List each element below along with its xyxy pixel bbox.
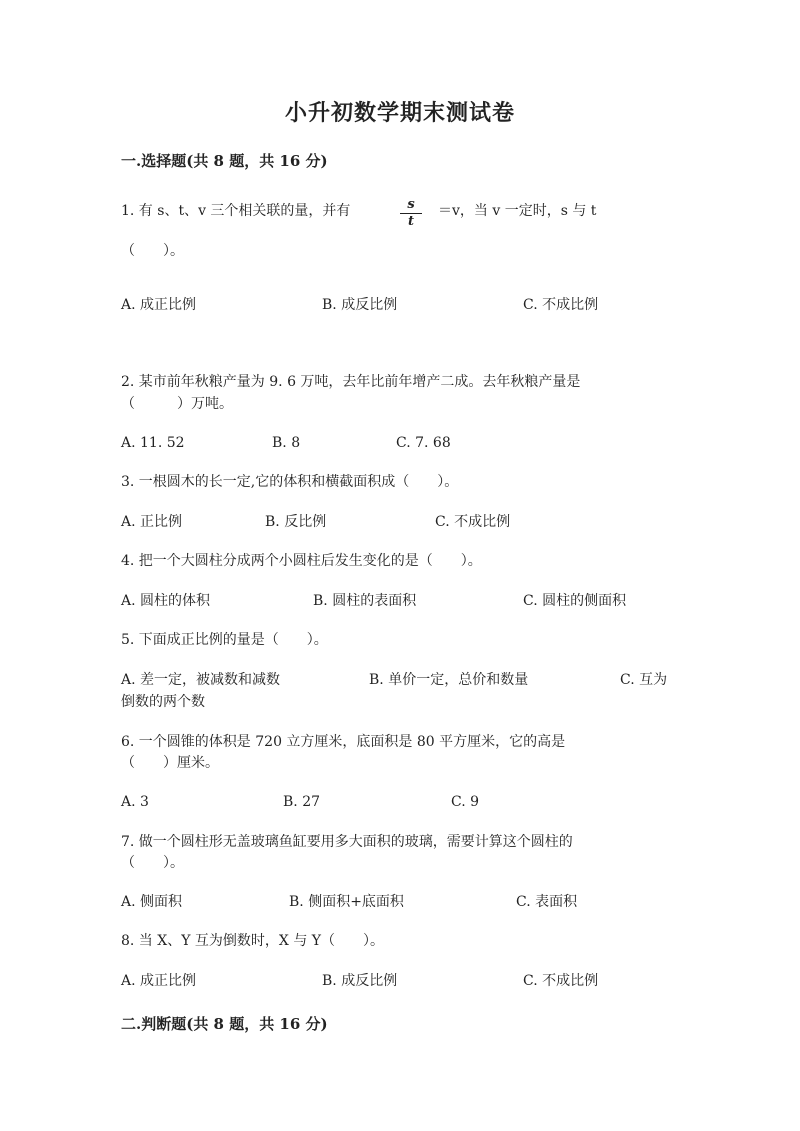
section-heading-judgment: 二.判断题(共 8 题，共 16 分) xyxy=(121,1015,328,1033)
question-3-option-a[interactable]: A. 正比例 xyxy=(121,514,183,530)
question-7-option-c[interactable]: C. 表面积 xyxy=(516,894,578,910)
question-4-option-c[interactable]: C. 圆柱的侧面积 xyxy=(523,593,627,609)
question-6-option-a[interactable]: A. 3 xyxy=(121,794,149,810)
question-3-option-c[interactable]: C. 不成比例 xyxy=(435,514,511,530)
question-5-option-c-wrap[interactable]: 倒数的两个数 xyxy=(121,694,205,710)
question-8-option-b[interactable]: B. 成反比例 xyxy=(322,973,398,989)
question-2-blank: （ ）万吨。 xyxy=(121,396,233,412)
question-1-stem-part1: 1. 有 s、t、v 三个相关联的量，并有 xyxy=(121,203,351,219)
question-1-option-a[interactable]: A. 成正比例 xyxy=(121,297,197,313)
question-7-blank: （ ）。 xyxy=(121,855,184,871)
question-5-option-c[interactable]: C. 互为 xyxy=(620,672,668,688)
question-6-option-c[interactable]: C. 9 xyxy=(451,794,480,810)
question-4-option-b[interactable]: B. 圆柱的表面积 xyxy=(313,593,417,609)
question-1-stem-part2: ＝v，当 v 一定时，s 与 t xyxy=(438,203,597,219)
fraction-s-over-t xyxy=(400,198,422,229)
fraction-numerator: s xyxy=(400,198,422,214)
question-1-option-c[interactable]: C. 不成比例 xyxy=(523,297,599,313)
question-3-option-b[interactable]: B. 反比例 xyxy=(265,514,327,530)
question-4-stem: 4. 把一个大圆柱分成两个小圆柱后发生变化的是（ ）。 xyxy=(121,553,482,569)
question-1-option-b[interactable]: B. 成反比例 xyxy=(322,297,398,313)
question-5-option-a[interactable]: A. 差一定，被减数和减数 xyxy=(121,672,281,688)
question-2-option-b[interactable]: B. 8 xyxy=(272,435,301,451)
question-6-stem: 6. 一个圆锥的体积是 720 立方厘米，底面积是 80 平方厘米，它的高是 xyxy=(121,734,566,750)
section-heading-choice: 一.选择题(共 8 题，共 16 分) xyxy=(121,152,328,170)
question-7-stem: 7. 做一个圆柱形无盖玻璃鱼缸要用多大面积的玻璃，需要计算这个圆柱的 xyxy=(121,834,573,850)
question-1-blank: （ ）。 xyxy=(121,243,184,259)
question-7-option-b[interactable]: B. 侧面积+底面积 xyxy=(289,894,404,910)
fraction-denominator: t xyxy=(407,214,414,229)
question-6-blank: （ ）厘米。 xyxy=(121,755,219,771)
question-8-option-c[interactable]: C. 不成比例 xyxy=(523,973,599,989)
question-4-option-a[interactable]: A. 圆柱的体积 xyxy=(121,593,211,609)
question-2-stem: 2. 某市前年秋粮产量为 9. 6 万吨，去年比前年增产二成。去年秋粮产量是 xyxy=(121,374,581,390)
question-5-stem: 5. 下面成正比例的量是（ ）。 xyxy=(121,632,328,648)
question-2-option-a[interactable]: A. 11. 52 xyxy=(121,435,185,451)
question-8-stem: 8. 当 X、Y 互为倒数时，X 与 Y（ ）。 xyxy=(121,933,385,949)
question-8-option-a[interactable]: A. 成正比例 xyxy=(121,973,197,989)
question-5-option-b[interactable]: B. 单价一定，总价和数量 xyxy=(369,672,529,688)
question-7-option-a[interactable]: A. 侧面积 xyxy=(121,894,183,910)
question-2-option-c[interactable]: C. 7. 68 xyxy=(396,435,451,451)
question-3-stem: 3. 一根圆木的长一定,它的体积和横截面积成（ ）。 xyxy=(121,474,459,490)
exam-title: 小升初数学期末测试卷 xyxy=(284,100,515,126)
question-6-option-b[interactable]: B. 27 xyxy=(283,794,321,810)
